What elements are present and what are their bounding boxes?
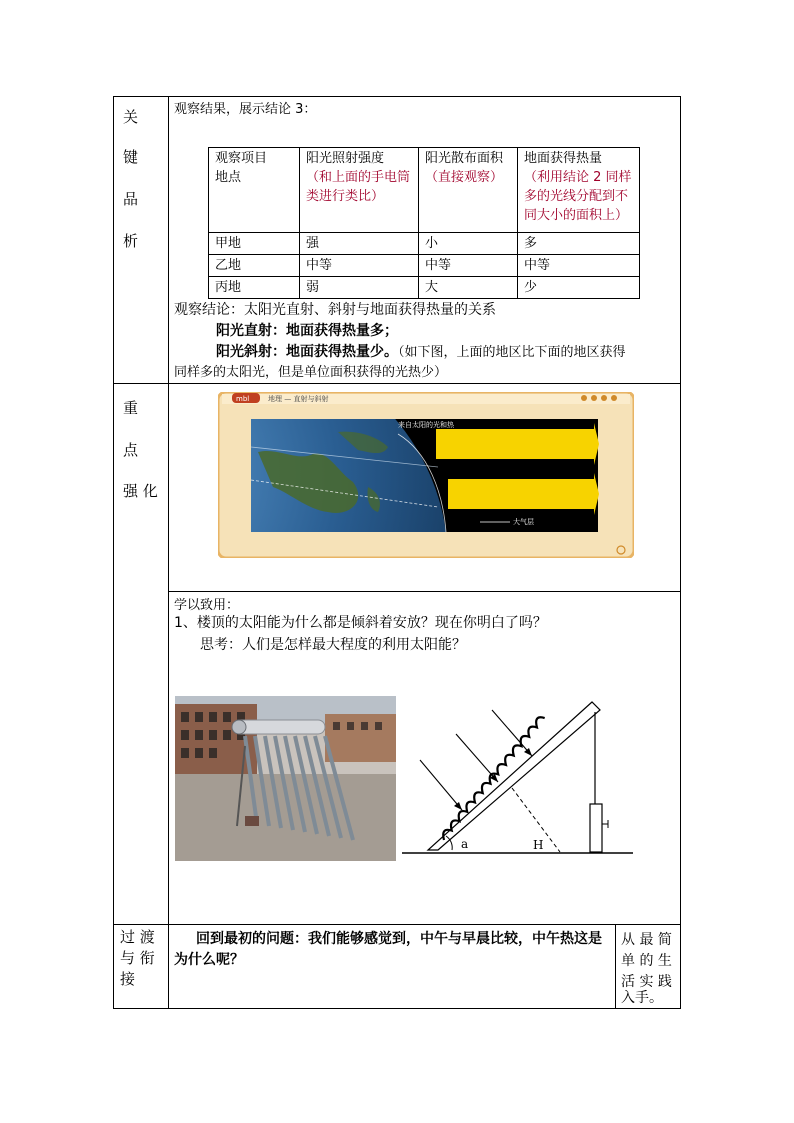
- oblique-sunlight-line: [216, 342, 626, 363]
- table-cell: 中等: [518, 255, 640, 277]
- header-text: 地点: [215, 170, 242, 185]
- row-divider: [113, 383, 681, 384]
- header-text: 阳光散布面积: [425, 151, 504, 166]
- table-cell: 少: [518, 277, 640, 299]
- atmosphere-label: 大气层: [513, 518, 534, 526]
- table-cell: 丙地: [209, 277, 300, 299]
- window-control-icon[interactable]: [601, 395, 607, 401]
- transition-note: 入手。: [621, 990, 663, 1006]
- oblique-note-continued: 同样多的太阳光，但是单位面积获得的光热少）: [174, 365, 448, 380]
- sunlight-figure-svg: [218, 392, 634, 558]
- section-key-char: 析: [123, 232, 139, 250]
- angle-label: a: [461, 837, 469, 851]
- sunlight-beam: [436, 423, 599, 465]
- row-divider: [168, 591, 681, 592]
- header-note: （利用结论 2 同样多的光线分配到不同大小的面积上）: [524, 170, 632, 223]
- table-cell: 中等: [300, 255, 419, 277]
- section-transition-char: 过 渡: [120, 928, 155, 946]
- header-text: 阳光照射强度: [306, 151, 385, 166]
- apply-question: 1、楼顶的太阳能为什么都是倾斜着安放？现在你明白了吗？: [174, 615, 547, 631]
- window-control-icon[interactable]: [611, 395, 617, 401]
- table-cell: 大: [419, 277, 518, 299]
- table-row: [209, 277, 640, 299]
- sunlight-label: 来自太阳的光和热: [398, 421, 454, 429]
- table-cell: 多: [518, 233, 640, 255]
- window-control-icon[interactable]: [581, 395, 587, 401]
- direct-sunlight-text: 阳光直射：地面获得热量多；: [216, 323, 398, 339]
- section-key-char: 关: [123, 108, 139, 126]
- table-cell: 中等: [419, 255, 518, 277]
- table-cell: 强: [300, 233, 419, 255]
- section-key-char: 品: [123, 190, 139, 208]
- observe-conclusion: 观察结论：太阳光直射、斜射与地面获得热量的关系: [174, 302, 496, 318]
- sunlight-figure: [218, 392, 634, 558]
- apply-think: 思考：人们是怎样最大程度的利用太阳能？: [200, 637, 466, 653]
- section-transition-char: 与 衔: [120, 949, 155, 967]
- sunlight-beam: [448, 473, 599, 515]
- observe-heading: 观察结果，展示结论 3：: [174, 102, 317, 117]
- oblique-note: （如下图，上面的地区比下面的地区获得: [398, 345, 626, 360]
- header-cell: [419, 148, 518, 233]
- table-row: [209, 255, 640, 277]
- header-cell: [300, 148, 419, 233]
- header-text: 观察项目: [215, 151, 268, 166]
- notes-column-divider: [615, 924, 616, 1009]
- window-control-icon[interactable]: [591, 395, 597, 401]
- transition-note: 活 实 践: [621, 974, 672, 990]
- table-cell: 弱: [300, 277, 419, 299]
- section-transition-char: 接: [120, 970, 136, 988]
- table-cell: 小: [419, 233, 518, 255]
- oblique-sunlight-text: 阳光斜射：地面获得热量少。: [216, 344, 398, 360]
- figure-title: 地理 — 直射与斜射: [268, 395, 329, 403]
- height-label: H: [533, 838, 544, 852]
- section-key-char: 键: [123, 148, 139, 166]
- transition-note: 单 的 生: [621, 953, 672, 969]
- solar-collector-svg: [400, 700, 636, 860]
- section-focus-char: 重: [123, 399, 139, 417]
- header-cell: [209, 148, 300, 233]
- solar-collector-diagram: [400, 700, 636, 860]
- header-note: （直接观察）: [425, 170, 504, 185]
- column-divider: [168, 96, 169, 1009]
- section-focus-char: 强 化: [123, 482, 158, 500]
- table-cell: 乙地: [209, 255, 300, 277]
- table-cell: 甲地: [209, 233, 300, 255]
- header-note: （和上面的手电筒类进行类比）: [306, 170, 411, 204]
- transition-question: 回到最初的问题：我们能够感觉到，中午与早晨比较，中午热这是: [196, 931, 602, 947]
- logo-text: mbl: [236, 395, 250, 403]
- section-focus-char: 点: [123, 441, 139, 459]
- solar-heater-photo-svg: [175, 696, 396, 861]
- apply-heading: 学以致用：: [174, 598, 240, 613]
- header-cell: [518, 148, 640, 233]
- observation-table: [208, 147, 640, 299]
- solar-heater-photo: [175, 696, 396, 861]
- row-divider: [113, 924, 681, 925]
- table-row: [209, 233, 640, 255]
- transition-question-continued: 为什么呢？: [174, 952, 244, 968]
- transition-note: 从 最 简: [621, 932, 672, 948]
- header-text: 地面获得热量: [524, 151, 603, 166]
